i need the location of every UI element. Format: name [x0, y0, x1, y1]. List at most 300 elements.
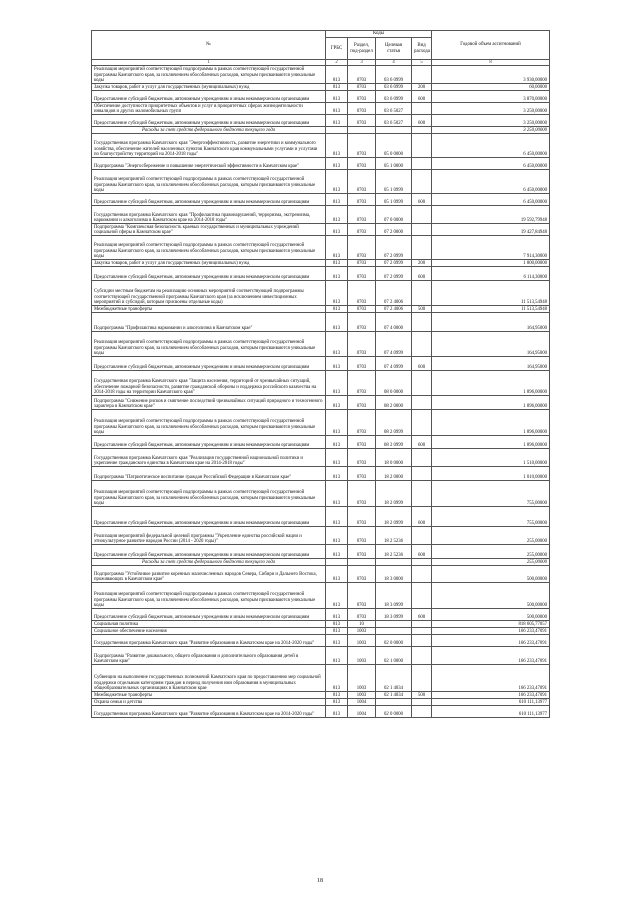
row-description: Предоставление субсидий бюджетным, автономным учреждениям и иным некоммерческим организациям — [92, 436, 326, 449]
row-expense-type-code — [412, 134, 432, 158]
row-target-code: 18 2 5236 — [376, 545, 412, 559]
budget-table — [91, 30, 550, 718]
row-section-code: 0703 — [348, 566, 376, 583]
row-target-code: 07 2 0999 — [376, 236, 412, 260]
row-description: Предоставление субсидий бюджетным, автономным учреждениям и иным некоммерческим организациям — [92, 194, 326, 206]
row-grbs-code: 813 — [326, 194, 348, 206]
row-section-code: 10 — [348, 621, 376, 628]
row-expense-type-code — [412, 158, 432, 170]
row-target-code: 18 0 0000 — [376, 449, 412, 467]
row-amount: 500,00000 — [432, 609, 550, 621]
row-amount: 3 930,00000 — [432, 66, 550, 84]
row-description: Реализация мероприятий соответствующей подпрограммы в рамках соответствующей государственной программы Камчатского края, за исключением обособленных расходов, которым присваиваются уникальные коды — [92, 66, 326, 84]
row-grbs-code: 813 — [326, 647, 348, 665]
row-amount: 1 510,00000 — [432, 449, 550, 467]
row-amount: 755,00000 — [432, 481, 550, 507]
header-target-article: Целевая статья — [376, 38, 412, 60]
row-expense-type-code — [412, 527, 432, 545]
table-row — [92, 609, 550, 621]
row-amount: 755,00000 — [432, 507, 550, 527]
row-description: Государственная программа Камчатского края "Реализация государственной национальной политики и укрепление гражданского единства в Камчатском крае на 2014-2018 годы" — [92, 449, 326, 467]
row-amount: 1 896,00000 — [432, 396, 550, 410]
row-target-code: 05 1 0999 — [376, 170, 412, 194]
table-row — [92, 527, 550, 545]
row-target-code — [376, 127, 412, 134]
table-row — [92, 84, 550, 91]
row-expense-type-code — [412, 647, 432, 665]
row-section-code: 1003 — [348, 635, 376, 647]
row-expense-type-code: 600 — [412, 115, 432, 127]
row-section-code: 0703 — [348, 467, 376, 481]
row-amount: 164,95000 — [432, 357, 550, 371]
row-amount: 6 450,00000 — [432, 170, 550, 194]
row-amount: 166 233,47091 — [432, 628, 550, 635]
row-amount: 610 111,13977 — [432, 699, 550, 706]
table-row — [92, 194, 550, 206]
row-grbs-code: 813 — [326, 665, 348, 692]
row-expense-type-code: 600 — [412, 91, 432, 103]
row-target-code: 07 4 0999 — [376, 357, 412, 371]
table-row — [92, 621, 550, 628]
row-description: Реализация мероприятий соответствующей подпрограммы в рамках соответствующей государственной программы Камчатского края, за исключением обособленных расходов, которым присваиваются уникальные коды — [92, 332, 326, 357]
header-number: № — [92, 31, 326, 60]
row-expense-type-code — [412, 127, 432, 134]
row-section-code: 0703 — [348, 103, 376, 115]
row-description: Предоставление субсидий бюджетным, автономным учреждениям и иным некоммерческим организациям — [92, 545, 326, 559]
row-section-code: 0703 — [348, 545, 376, 559]
row-description: Подпрограмма "Развитие дошкольного, общего образования и дополнительного образования детей в Камчатском крае" — [92, 647, 326, 665]
row-description: Реализация мероприятий федеральной целевой программы "Укрепление единства российской нации и этнокультурное развитие народов России (2014 - 2020 годы)" — [92, 527, 326, 545]
row-target-code: 18 2 0999 — [376, 507, 412, 527]
table-row — [92, 628, 550, 635]
table-row — [92, 706, 550, 718]
table-row — [92, 260, 550, 267]
row-target-code: 03 6 5027 — [376, 115, 412, 127]
row-amount: 3 250,00000 — [432, 103, 550, 115]
table-row — [92, 481, 550, 507]
row-target-code — [376, 699, 412, 706]
row-grbs-code: 813 — [326, 436, 348, 449]
row-expense-type-code — [412, 559, 432, 566]
row-target-code: 03 6 0999 — [376, 91, 412, 103]
row-section-code — [348, 127, 376, 134]
table-row — [92, 635, 550, 647]
row-target-code: 08 2 0999 — [376, 436, 412, 449]
row-amount: 500,00000 — [432, 566, 550, 583]
row-section-code: 0703 — [348, 583, 376, 609]
row-grbs-code: 813 — [326, 527, 348, 545]
row-grbs-code: 813 — [326, 281, 348, 306]
row-amount: 1 800,00000 — [432, 260, 550, 267]
column-number: 2 — [326, 60, 348, 66]
row-target-code: 02 0 0000 — [376, 706, 412, 718]
row-section-code: 0703 — [348, 481, 376, 507]
row-description: Предоставление субсидий бюджетным, автономным учреждениям и иным некоммерческим организациям — [92, 267, 326, 281]
column-number: 1 — [92, 60, 326, 66]
row-grbs-code: 813 — [326, 84, 348, 91]
row-description: Реализация мероприятий соответствующей подпрограммы в рамках соответствующей государственной программы Камчатского края, за исключением обособленных расходов, которым присваиваются уникальные коды — [92, 236, 326, 260]
row-expense-type-code — [412, 665, 432, 692]
row-amount: 166 233,47091 — [432, 647, 550, 665]
row-description: Предоставление субсидий бюджетным, автономным учреждениям и иным некоммерческим организациям — [92, 507, 326, 527]
row-section-code: 1003 — [348, 692, 376, 699]
row-target-code: 07 0 0000 — [376, 206, 412, 224]
row-grbs-code: 813 — [326, 699, 348, 706]
table-row — [92, 267, 550, 281]
table-row — [92, 158, 550, 170]
row-section-code: 0703 — [348, 224, 376, 236]
row-expense-type-code — [412, 236, 432, 260]
row-amount: 610 111,13977 — [432, 706, 550, 718]
row-amount: 3 250,00000 — [432, 115, 550, 127]
table-row — [92, 224, 550, 236]
row-description: Подпрограмма "Профилактика наркомании и алкоголизма в Камчатском крае" — [92, 313, 326, 332]
row-target-code: 18 3 0999 — [376, 583, 412, 609]
row-grbs-code: 813 — [326, 260, 348, 267]
row-description: Подпрограмма "Снижение рисков и смягчение последствий чрезвычайных ситуаций природного и техногенного характера в Камчатском крае" — [92, 396, 326, 410]
table-row — [92, 545, 550, 559]
row-expense-type-code — [412, 66, 432, 84]
row-target-code: 02 0 0000 — [376, 635, 412, 647]
row-amount: 255,00000 — [432, 527, 550, 545]
header-codes-group: Коды — [326, 31, 432, 38]
row-amount: 7 914,30000 — [432, 236, 550, 260]
row-grbs-code: 813 — [326, 66, 348, 84]
row-grbs-code: 813 — [326, 91, 348, 103]
row-grbs-code: 813 — [326, 313, 348, 332]
row-grbs-code: 813 — [326, 134, 348, 158]
row-target-code: 07 2 0999 — [376, 260, 412, 267]
table-row — [92, 449, 550, 467]
row-expense-type-code: 600 — [412, 357, 432, 371]
row-target-code: 02 1 4034 — [376, 665, 412, 692]
row-amount: 500,00000 — [432, 583, 550, 609]
row-expense-type-code: 500 — [412, 692, 432, 699]
row-amount: 6 450,00000 — [432, 134, 550, 158]
row-section-code: 0703 — [348, 332, 376, 357]
row-amount: 19 427,84948 — [432, 224, 550, 236]
row-target-code: 07 4 0000 — [376, 313, 412, 332]
row-grbs-code: 813 — [326, 357, 348, 371]
row-section-code: 1004 — [348, 706, 376, 718]
row-expense-type-code: 600 — [412, 609, 432, 621]
row-description: Подпрограмма "Энергосбережение и повышение энергетической эффективности в Камчатском крае" — [92, 158, 326, 170]
row-target-code — [376, 621, 412, 628]
row-section-code: 0703 — [348, 281, 376, 306]
table-row — [92, 559, 550, 566]
column-number: 5 — [412, 60, 432, 66]
row-target-code: 03 6 0999 — [376, 66, 412, 84]
row-amount: 1 896,00000 — [432, 410, 550, 436]
table-row — [92, 436, 550, 449]
row-grbs-code: 813 — [326, 545, 348, 559]
row-amount: 19 592,79948 — [432, 206, 550, 224]
row-grbs-code: 813 — [326, 609, 348, 621]
row-target-code: 18 3 0000 — [376, 566, 412, 583]
row-section-code: 0703 — [348, 609, 376, 621]
row-amount: 3 250,00000 — [432, 127, 550, 134]
row-section-code: 1003 — [348, 628, 376, 635]
row-target-code: 07 2 4006 — [376, 281, 412, 306]
row-grbs-code: 813 — [326, 481, 348, 507]
row-description: Предоставление субсидий бюджетным, автономным учреждениям и иным некоммерческим организациям — [92, 609, 326, 621]
row-section-code — [348, 559, 376, 566]
row-expense-type-code — [412, 396, 432, 410]
row-grbs-code: 813 — [326, 267, 348, 281]
row-description: Обеспечение доступности приоритетных объектов и услуг в приоритетных сферах жизнедеятельности инвалидов и других маломобильных групп — [92, 103, 326, 115]
row-grbs-code: 813 — [326, 170, 348, 194]
row-grbs-code — [326, 559, 348, 566]
row-description: Межбюджетные трансферты — [92, 692, 326, 699]
row-grbs-code: 813 — [326, 566, 348, 583]
header-expense-type: Вид расхода — [412, 38, 432, 60]
row-section-code: 0703 — [348, 134, 376, 158]
row-target-code: 07 2 4006 — [376, 306, 412, 313]
row-expense-type-code — [412, 699, 432, 706]
row-description: Государственная программа Камчатского края "Защита населения, территорий от чрезвычайных ситуаций, обеспечение пожарной безопасности, развитие гражданской обороны и поддержка российского казачества на 2014-2018 годы на территории Камчатского края" — [92, 371, 326, 396]
row-target-code: 07 4 0999 — [376, 332, 412, 357]
row-target-code: 05 0 0000 — [376, 134, 412, 158]
row-section-code: 0703 — [348, 158, 376, 170]
row-section-code: 0703 — [348, 410, 376, 436]
row-target-code: 03 6 5027 — [376, 103, 412, 115]
row-target-code: 02 1 0000 — [376, 647, 412, 665]
row-grbs-code: 813 — [326, 236, 348, 260]
table-row — [92, 170, 550, 194]
row-grbs-code: 813 — [326, 467, 348, 481]
row-section-code: 0703 — [348, 66, 376, 84]
row-section-code: 0703 — [348, 396, 376, 410]
row-amount: 3 870,00000 — [432, 91, 550, 103]
table-row — [92, 583, 550, 609]
row-target-code: 07 2 0000 — [376, 224, 412, 236]
row-section-code: 0703 — [348, 91, 376, 103]
table-row — [92, 647, 550, 665]
row-description: Государственная программа Камчатского края "Развитие образования в Камчатском крае на 2014-2020 годы" — [92, 635, 326, 647]
row-section-code: 0703 — [348, 507, 376, 527]
row-amount: 11 513,54948 — [432, 281, 550, 306]
row-description: Реализация мероприятий соответствующей подпрограммы в рамках соответствующей государственной программы Камчатского края, за исключением обособленных расходов, которым присваиваются уникальные коды — [92, 170, 326, 194]
row-description: Реализация мероприятий соответствующей подпрограммы в рамках соответствующей государственной программы Камчатского края, за исключением обособленных расходов, которым присваиваются уникальные коды — [92, 583, 326, 609]
table-row — [92, 313, 550, 332]
row-description: Закупка товаров, работ и услуг для государственных (муниципальных) нужд — [92, 84, 326, 91]
row-grbs-code: 813 — [326, 306, 348, 313]
row-description: Подпрограмма "Устойчивое развитие коренных малочисленных народов Севера, Сибири и Дальнего Востока, проживающих в Камчатском крае" — [92, 566, 326, 583]
table-row — [92, 410, 550, 436]
row-amount: 166 233,47091 — [432, 665, 550, 692]
row-target-code: 08 0 0000 — [376, 371, 412, 396]
column-number: 3 — [348, 60, 376, 66]
table-row — [92, 134, 550, 158]
row-expense-type-code — [412, 706, 432, 718]
row-expense-type-code: 600 — [412, 194, 432, 206]
row-amount: 255,00000 — [432, 559, 550, 566]
table-row — [92, 467, 550, 481]
row-section-code: 0703 — [348, 306, 376, 313]
row-section-code: 0703 — [348, 260, 376, 267]
row-expense-type-code — [412, 224, 432, 236]
table-row — [92, 91, 550, 103]
row-expense-type-code — [412, 583, 432, 609]
table-row — [92, 566, 550, 583]
row-target-code: 07 2 0999 — [376, 267, 412, 281]
header-annual-volume: Годовой объем ассигнований — [432, 31, 550, 60]
header-section: Раздел, под-раздел — [348, 38, 376, 60]
row-expense-type-code — [412, 635, 432, 647]
row-description: Подпрограмма "Патриотическое воспитание граждан Российской Федерации в Камчатском крае" — [92, 467, 326, 481]
row-target-code: 03 6 0999 — [376, 84, 412, 91]
row-amount: 6 114,30000 — [432, 267, 550, 281]
row-description: Подпрограмма "Комплексная безопасность краевых государственных и муниципальных учреждений социальной сферы в Камчатском крае" — [92, 224, 326, 236]
row-amount: 255,00000 — [432, 545, 550, 559]
column-number: 4 — [376, 60, 412, 66]
row-amount: 1 896,00000 — [432, 371, 550, 396]
table-row — [92, 507, 550, 527]
row-section-code: 0703 — [348, 313, 376, 332]
row-section-code: 0703 — [348, 84, 376, 91]
row-description: Расходы за счет средств федерального бюджета текущего года — [92, 127, 326, 134]
row-expense-type-code: 500 — [412, 306, 432, 313]
row-expense-type-code — [412, 281, 432, 306]
row-section-code: 0703 — [348, 449, 376, 467]
row-grbs-code: 813 — [326, 224, 348, 236]
row-target-code: 18 2 0999 — [376, 481, 412, 507]
row-grbs-code: 813 — [326, 206, 348, 224]
row-target-code: 05 1 0000 — [376, 158, 412, 170]
row-grbs-code: 813 — [326, 692, 348, 699]
row-grbs-code: 813 — [326, 583, 348, 609]
row-grbs-code: 813 — [326, 371, 348, 396]
table-row — [92, 236, 550, 260]
row-grbs-code: 813 — [326, 115, 348, 127]
row-description: Предоставление субсидий бюджетным, автономным учреждениям и иным некоммерческим организациям — [92, 115, 326, 127]
row-amount: 166 233,47091 — [432, 692, 550, 699]
row-section-code: 0703 — [348, 267, 376, 281]
row-description: Социальное обеспечение населения — [92, 628, 326, 635]
row-grbs-code: 813 — [326, 635, 348, 647]
row-description: Предоставление субсидий бюджетным, автономным учреждениям и иным некоммерческим организациям — [92, 357, 326, 371]
table-row — [92, 692, 550, 699]
row-expense-type-code: 200 — [412, 84, 432, 91]
row-description: Реализация мероприятий соответствующей подпрограммы в рамках соответствующей государственной программы Камчатского края, за исключением обособленных расходов, которым присваиваются уникальные коды — [92, 481, 326, 507]
header-grbs: ГРБС — [326, 38, 348, 60]
table-row — [92, 357, 550, 371]
row-grbs-code: 813 — [326, 449, 348, 467]
row-expense-type-code — [412, 467, 432, 481]
row-expense-type-code — [412, 103, 432, 115]
row-target-code: 08 2 0000 — [376, 396, 412, 410]
row-section-code: 0703 — [348, 357, 376, 371]
row-section-code: 0703 — [348, 115, 376, 127]
row-description: Государственная программа Камчатского края "Профилактика правонарушений, терроризма, экстремизма, наркомании и алкоголизма в Камчатском крае на 2014-2018 годы" — [92, 206, 326, 224]
row-amount: 60,00000 — [432, 84, 550, 91]
row-description: Государственная программа Камчатского края "Энергоэффективность, развитие энергетики и коммунального хозяйства, обеспечение жителей населенных пунктов Камчатского края коммунальными услугами и услугами по благоустройству территорий на 2014-2018 годы" — [92, 134, 326, 158]
row-expense-type-code: 600 — [412, 436, 432, 449]
row-amount: 11 513,54948 — [432, 306, 550, 313]
column-number: 8 — [432, 60, 550, 66]
row-target-code — [376, 559, 412, 566]
table-row — [92, 127, 550, 134]
row-grbs-code: 813 — [326, 410, 348, 436]
row-description: Субвенции на выполнение государственных полномочий Камчатского края по предоставлению мер социальной поддержки отдельным категориям граждан в период получения ими образования в муниципальных общеобразовательных организациях в Камчатском крае — [92, 665, 326, 692]
row-expense-type-code — [412, 332, 432, 357]
row-expense-type-code — [412, 449, 432, 467]
row-expense-type-code: 600 — [412, 267, 432, 281]
table-row — [92, 332, 550, 357]
row-expense-type-code: 600 — [412, 545, 432, 559]
row-section-code: 0703 — [348, 170, 376, 194]
row-expense-type-code — [412, 628, 432, 635]
row-amount: 1 896,00000 — [432, 436, 550, 449]
row-expense-type-code — [412, 566, 432, 583]
row-amount: 6 450,00000 — [432, 194, 550, 206]
row-description: Предоставление субсидий бюджетным, автономным учреждениям и иным некоммерческим организациям — [92, 91, 326, 103]
row-target-code: 05 1 0999 — [376, 194, 412, 206]
row-section-code: 1004 — [348, 699, 376, 706]
row-section-code: 0703 — [348, 436, 376, 449]
row-target-code: 02 1 4034 — [376, 692, 412, 699]
table-row — [92, 699, 550, 706]
row-description: Социальная политика — [92, 621, 326, 628]
row-grbs-code: 813 — [326, 332, 348, 357]
row-target-code: 18 3 0999 — [376, 609, 412, 621]
row-amount: 164,95000 — [432, 313, 550, 332]
row-expense-type-code — [412, 313, 432, 332]
row-grbs-code: 813 — [326, 621, 348, 628]
row-section-code: 0703 — [348, 236, 376, 260]
row-description: Охрана семьи и детства — [92, 699, 326, 706]
table-row — [92, 371, 550, 396]
row-amount: 6 450,00000 — [432, 158, 550, 170]
row-expense-type-code — [412, 170, 432, 194]
table-row — [92, 665, 550, 692]
row-amount: 166 233,47091 — [432, 635, 550, 647]
row-target-code — [376, 628, 412, 635]
row-description: Субсидии местным бюджетам на реализацию основных мероприятий соответствующей подпрограммы соответствующей государственной программы Камчатского края (за исключением инвестиционных мероприятий и субсидий, которым присвоены отдельные коды) — [92, 281, 326, 306]
row-target-code: 18 2 5236 — [376, 527, 412, 545]
table-row — [92, 306, 550, 313]
table-row — [92, 396, 550, 410]
row-amount: 818 605,77057 — [432, 621, 550, 628]
row-expense-type-code — [412, 206, 432, 224]
row-grbs-code — [326, 127, 348, 134]
table-row — [92, 103, 550, 115]
row-grbs-code: 813 — [326, 158, 348, 170]
row-section-code: 0703 — [348, 371, 376, 396]
row-amount: 1 010,00000 — [432, 467, 550, 481]
row-expense-type-code — [412, 371, 432, 396]
table-row — [92, 115, 550, 127]
row-section-code: 1003 — [348, 665, 376, 692]
row-description: Расходы за счет средств федерального бюджета текущего года — [92, 559, 326, 566]
row-grbs-code: 813 — [326, 706, 348, 718]
row-expense-type-code: 200 — [412, 260, 432, 267]
row-grbs-code: 813 — [326, 396, 348, 410]
row-description: Реализация мероприятий соответствующей подпрограммы в рамках соответствующей государственной программы Камчатского края, за исключением обособленных расходов, которым присваиваются уникальные коды — [92, 410, 326, 436]
row-expense-type-code: 600 — [412, 507, 432, 527]
table-row — [92, 66, 550, 84]
row-target-code: 08 2 0999 — [376, 410, 412, 436]
page-number: 18 — [317, 878, 323, 884]
table-row — [92, 206, 550, 224]
row-target-code: 18 2 0000 — [376, 467, 412, 481]
row-expense-type-code — [412, 410, 432, 436]
row-section-code: 1003 — [348, 647, 376, 665]
row-description: Межбюджетные трансферты — [92, 306, 326, 313]
row-section-code: 0703 — [348, 527, 376, 545]
row-description: Закупка товаров, работ и услуг для государственных (муниципальных) нужд — [92, 260, 326, 267]
row-grbs-code: 813 — [326, 628, 348, 635]
